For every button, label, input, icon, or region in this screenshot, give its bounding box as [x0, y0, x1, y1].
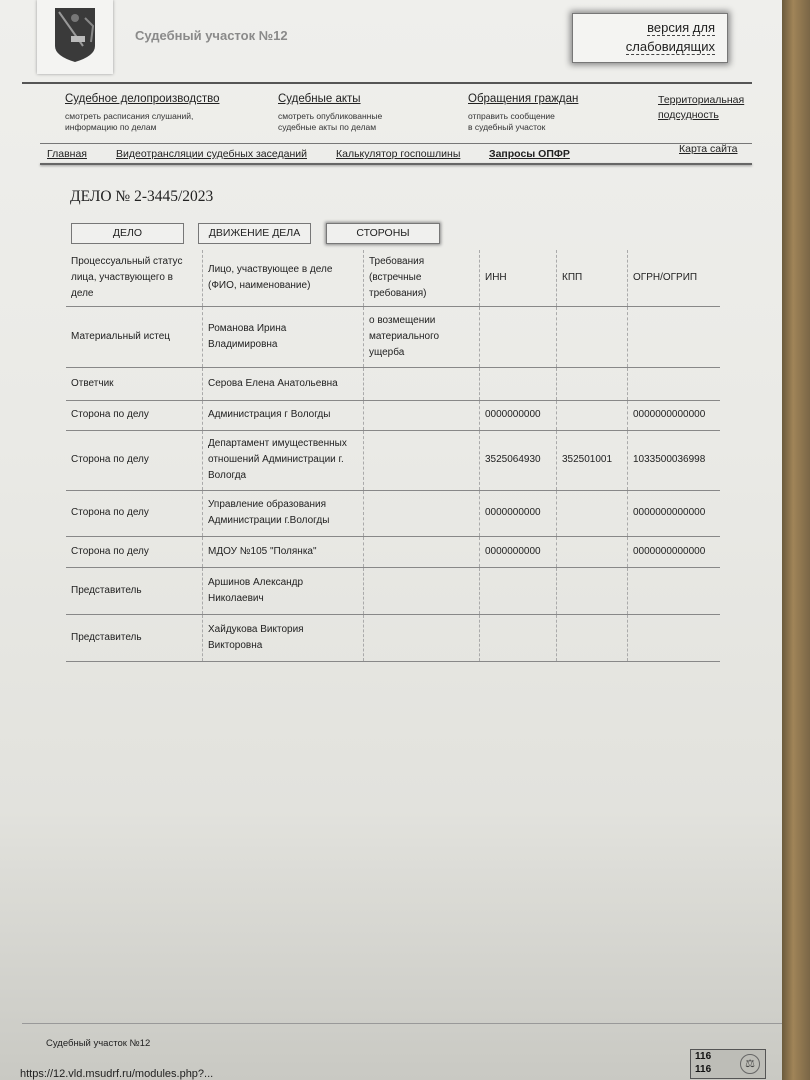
nav-link-court-proceedings[interactable]: Судебное делопроизводство	[65, 93, 220, 105]
subnav-pfr-requests[interactable]: Запросы ОПФР	[489, 148, 570, 160]
cell-inn	[480, 306, 557, 367]
table-row	[66, 367, 720, 400]
vi-label-1: версия для	[647, 20, 715, 35]
nav-desc-line: смотреть расписания слушаний,	[65, 111, 194, 121]
footer-divider	[22, 1023, 782, 1024]
cell-inn	[480, 567, 557, 614]
tab-case[interactable]: ДЕЛО	[71, 223, 184, 244]
tab-parties[interactable]: СТОРОНЫ	[326, 223, 440, 244]
column-header: Требования (встречные требования)	[364, 250, 480, 306]
cell-ogrn	[628, 567, 721, 614]
nav-court-acts[interactable]	[278, 93, 382, 133]
nav-desc-line: смотреть опубликованные	[278, 111, 383, 121]
cell-name: Серова Елена Анатольевна	[203, 367, 364, 400]
table-row	[66, 567, 720, 614]
cell-kpp	[557, 400, 628, 430]
nav-desc-line: в судебный участок	[468, 122, 546, 132]
cell-status: Материальный истец	[71, 330, 170, 342]
nav-court-proceedings[interactable]	[65, 93, 219, 133]
cell-name: Департамент имущественных отношений Администрации г. Вологда	[203, 430, 364, 490]
nav-territorial-jurisdiction[interactable]	[658, 93, 758, 129]
cell-inn	[480, 614, 557, 661]
cell-ogrn: 0000000000000	[628, 536, 721, 567]
nav-desc-line: отправить сообщение	[468, 111, 555, 121]
subnav-divider	[40, 163, 752, 165]
cell-inn	[480, 367, 557, 400]
cell-ogrn: 0000000000000	[628, 490, 721, 536]
subnav-fee-calculator[interactable]: Калькулятор госпошлины	[336, 148, 461, 160]
cell-kpp	[557, 306, 628, 367]
cell-name: Управление образования Администрации г.Вологды	[203, 490, 364, 536]
nav-desc	[278, 111, 382, 133]
tab-case-movement[interactable]: ДВИЖЕНИЕ ДЕЛА	[198, 223, 311, 244]
logo[interactable]	[37, 0, 113, 74]
subnav-sitemap[interactable]: Карта сайта	[679, 143, 738, 155]
nav-link-citizen-appeals[interactable]: Обращения граждан	[468, 93, 579, 105]
table-row	[66, 614, 720, 661]
site-title: Судебный участок №12	[135, 28, 288, 43]
case-title: ДЕЛО № 2-3445/2023	[70, 188, 214, 205]
cell-claims	[364, 614, 480, 661]
nav-link-territorial-jurisdiction[interactable]: Территориальная подсудность	[658, 94, 745, 121]
table-row	[66, 490, 720, 536]
header-divider	[22, 82, 752, 84]
vi-label-2: слабовидящих	[625, 39, 715, 54]
cell-claims	[364, 490, 480, 536]
nav-citizen-appeals[interactable]	[468, 93, 578, 133]
cell-inn: 0000000000	[480, 536, 557, 567]
cell-status: Сторона по делу	[71, 409, 149, 420]
column-header: КПП	[557, 250, 628, 306]
table-row	[66, 430, 720, 490]
cell-name: Администрация г Вологды	[203, 400, 364, 430]
footer-site-name: Судебный участок №12	[46, 1038, 151, 1049]
table-header-row	[66, 250, 720, 306]
cell-kpp: 352501001	[557, 430, 628, 490]
cell-claims	[364, 567, 480, 614]
cell-status: Представитель	[71, 631, 142, 643]
cell-status: Ответчик	[71, 377, 114, 389]
cell-kpp	[557, 536, 628, 567]
cell-claims	[364, 430, 480, 490]
cell-ogrn	[628, 367, 721, 400]
nav-link-court-acts[interactable]: Судебные акты	[278, 93, 361, 105]
cell-ogrn	[628, 306, 721, 367]
coat-of-arms-icon	[53, 6, 97, 64]
cell-name: Романова Ирина Владимировна	[203, 306, 364, 367]
subnav-video-broadcasts[interactable]: Видеотрансляции судебных заседаний	[116, 148, 307, 160]
cell-name: Хайдукова Виктория Викторовна	[203, 614, 364, 661]
cell-kpp	[557, 367, 628, 400]
table-row	[66, 306, 720, 367]
cell-inn: 0000000000	[480, 490, 557, 536]
column-header: Процессуальный статус лица, участвующего в деле	[71, 255, 183, 299]
table-row	[66, 536, 720, 567]
cell-name: Аршинов Александр Николаевич	[203, 567, 364, 614]
table-row	[66, 400, 720, 430]
visually-impaired-version-button[interactable]	[572, 13, 728, 63]
cell-kpp	[557, 490, 628, 536]
counter-value: 116	[695, 1051, 712, 1062]
cell-ogrn: 0000000000000	[628, 400, 721, 430]
cell-status: Сторона по делу	[71, 454, 149, 465]
scales-icon: ⚖	[740, 1054, 760, 1074]
cell-kpp	[557, 614, 628, 661]
visit-counter[interactable]	[690, 1049, 766, 1079]
cell-claims	[364, 400, 480, 430]
nav-desc-line: судебные акты по делам	[278, 122, 377, 132]
table-surface	[782, 0, 810, 1080]
cell-claims	[364, 536, 480, 567]
column-header: Лицо, участвующее в деле (ФИО, наименование)	[203, 250, 364, 306]
counter-value: 116	[695, 1064, 712, 1075]
column-header: ИНН	[480, 250, 557, 306]
cell-claims	[364, 367, 480, 400]
cell-status: Сторона по делу	[71, 507, 149, 518]
nav-desc-line: информацию по делам	[65, 122, 157, 132]
cell-kpp	[557, 567, 628, 614]
cell-ogrn: 1033500036998	[628, 430, 721, 490]
cell-ogrn	[628, 614, 721, 661]
subnav-home[interactable]: Главная	[47, 148, 87, 160]
nav-desc	[468, 111, 578, 133]
nav-desc	[65, 111, 219, 133]
column-header: ОГРН/ОГРИП	[628, 250, 721, 306]
cell-claims: о возмещении материального ущерба	[364, 306, 480, 367]
parties-table	[66, 250, 720, 662]
cell-status: Сторона по делу	[71, 545, 149, 557]
print-url: https://12.vld.msudrf.ru/modules.php?...	[20, 1068, 214, 1080]
cell-name: МДОУ №105 "Полянка"	[203, 536, 364, 567]
cell-inn: 3525064930	[480, 430, 557, 490]
cell-status: Представитель	[71, 584, 142, 596]
cell-inn: 0000000000	[480, 400, 557, 430]
nav-divider	[40, 143, 752, 144]
